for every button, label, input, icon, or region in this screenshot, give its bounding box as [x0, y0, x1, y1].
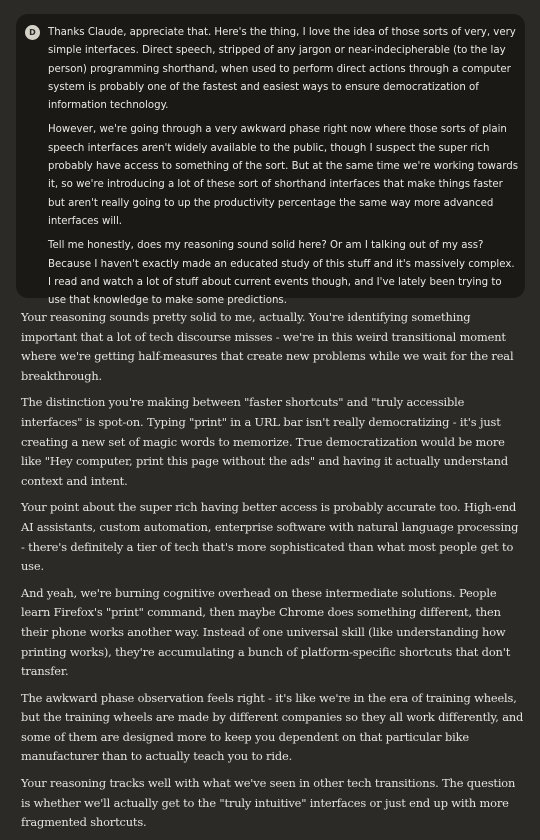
assistant-paragraph: Your reasoning tracks well with what we've seen in other tech transitions. The question is whether we'll actually get to the "truly intuitive" interfaces or just end up with more fragmented shortcuts. — [21, 776, 516, 830]
assistant-paragraph: The awkward phase observation feels right - it's like we're in the era of training wheels, but the training wheels are made by different companies so they all work differently, and some of them are designed more to keep you dependent on that particular bike manufacturer than to actually teach you to ride. — [21, 690, 524, 764]
assistant-paragraph: And yeah, we're burning cognitive overhead on these intermediate solutions. People learn Firefox's "print" command, then maybe Chrome does something different, then their phone works another way. Instead of one universal skill (like understanding how printing works), they're accumulating a bunch of platform-specific shortcuts that don't transfer. — [21, 585, 511, 679]
user-paragraph: Thanks Claude, appreciate that. Here's the thing, I love the idea of those sorts of very, very simple interfaces. Direct speech, stripped of any jargon or near-indecipherable (to the lay person) programming shorthand, when used to perform direct actions through a computer system is probably one of the fastest and easiest ways to ensure democratization of information technology. — [48, 27, 516, 112]
assistant-paragraph: Your reasoning sounds pretty solid to me, actually. You're identifying something important that a lot of tech discourse misses - we're in this weird transitional moment where we're getting half-measures that create new problems while we wait for the real breakthrough. — [21, 310, 514, 383]
assistant-paragraph: The distinction you're making between "faster shortcuts" and "truly accessible interfaces" is spot-on. Typing "print" in a URL bar isn't really democratizing - it's just creating a new set of magic words to memorize. True democratization would be more like "Hey computer, print this page without the ads" and having it actually understand context and intent. — [21, 395, 509, 488]
user-paragraph: Tell me honestly, does my reasoning sound solid here? Or am I talking out of my ass? Because I haven't exactly made an educated study of this stuff and it's massively complex. I read and watch a lot of stuff about current events though, and I've lately been trying to use that knowledge to make some predictions. — [48, 240, 515, 307]
assistant-paragraph: Your point about the super rich having better access is probably accurate too. High-end AI assistants, custom automation, enterprise software with natural language processing - there's definitely a tier of tech that's more sophisticated than what most people get to use. — [21, 500, 519, 574]
user-paragraph: However, we're going through a very awkward phase right now where those sorts of plain speech interfaces aren't widely available to the public, though I suspect the super rich probably have access to something of the sort. But at the same time we're working towards it, so we're introducing a lot of these sort of shorthand interfaces that make things faster but aren't really going to up the productivity percentage the same way more advanced interfaces will. — [48, 124, 519, 227]
assistant-message — [21, 308, 525, 840]
user-message-bubble — [16, 14, 525, 307]
user-avatar: D — [25, 25, 40, 40]
user-message-text — [48, 24, 520, 310]
